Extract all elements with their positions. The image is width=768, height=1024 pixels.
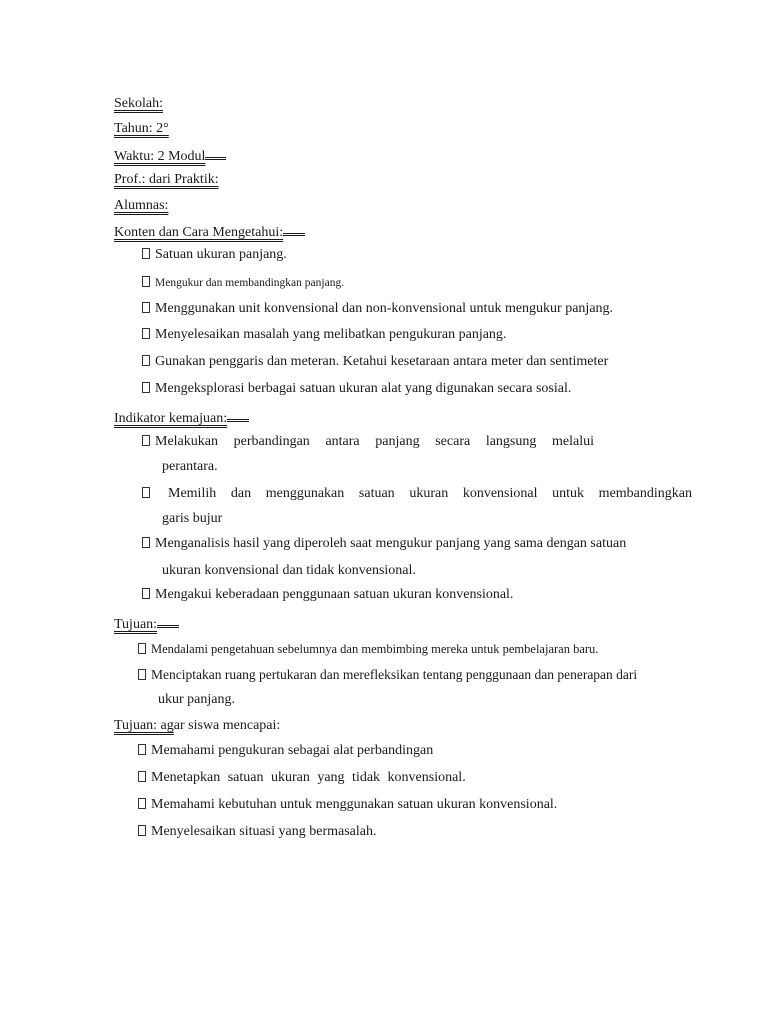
list-item: Menyelesaikan situasi yang bermasalah. [138,823,376,841]
list-item: Menciptakan ruang pertukaran dan merefleksikan tentang penggunaan dan penerapan dari [138,666,637,684]
list-item: Menganalisis hasil yang diperoleh saat mengukur panjang yang sama dengan satuan [142,535,626,553]
list-item: Menggunakan unit konvensional dan non-konvensional untuk mengukur panjang. [142,300,613,318]
list-item: Mengakui keberadaan penggunaan satuan ukuran konvensional. [142,586,513,604]
checkbox-icon [142,435,150,446]
checkbox-icon [142,248,150,259]
checkbox-icon [142,588,150,599]
checkbox-icon [138,669,146,680]
underline-tail [283,221,305,236]
underline-tail [205,145,226,160]
list-item: Menyelesaikan masalah yang melibatkan pengukuran panjang. [142,326,506,344]
list-item-continuation: ukur panjang. [158,692,235,707]
list-item: Memilih dan menggunakan satuan ukuran konvensional untuk membandingkan [142,485,692,503]
tujuan2-heading-rest: ar siswa mencapai: [173,718,281,733]
list-item-continuation: garis bujur [162,511,223,526]
list-item: Mengeksplorasi berbagai satuan ukuran alat yang digunakan secara sosial. [142,380,571,398]
prof-label: Prof.: dari Praktik: [114,172,219,187]
checkbox-icon [142,382,150,393]
tahun-label: Tahun: 2° [114,121,169,136]
underline-tail [227,407,249,422]
checkbox-icon [142,537,150,548]
list-item: Mendalami pengetahuan sebelumnya dan membimbing mereka untuk pembelajaran baru. [138,640,598,658]
checkbox-icon [138,798,146,809]
checkbox-icon [138,771,146,782]
checkbox-icon [138,643,146,654]
checkbox-icon [142,276,150,287]
checkbox-icon [142,302,150,313]
tujuan2-heading-line [114,717,280,735]
tujuan-heading: Tujuan: [114,617,158,632]
list-item: Melakukan perbandingan antara panjang secara langsung melalui [142,433,594,451]
indikator-heading: Indikator kemajuan: [114,411,228,426]
sekolah-label: Sekolah: [114,96,163,111]
list-item: Memahami kebutuhan untuk menggunakan satuan ukuran konvensional. [138,796,557,814]
checkbox-icon [138,825,146,836]
alumnas-label: Alumnas: [114,198,169,213]
list-item-continuation: ukuran konvensional dan tidak konvensional. [162,563,416,578]
checkbox-icon [142,487,150,498]
list-item: Satuan ukuran panjang. [142,246,287,264]
checkbox-icon [142,355,150,366]
list-item-continuation: perantara. [162,459,218,474]
tujuan2-heading-underlined: Tujuan: ag [114,718,174,733]
indikator-heading-line [114,407,249,428]
tujuan-heading-line [114,613,179,634]
list-item: Mengukur dan membandingkan panjang. [142,274,344,292]
konten-heading: Konten dan Cara Mengetahui: [114,225,284,240]
waktu-label: Waktu: 2 Modul [114,149,206,164]
list-item: Gunakan penggaris dan meteran. Ketahui kesetaraan antara meter dan sentimeter [142,353,608,371]
underline-tail [157,613,179,628]
checkbox-icon [142,328,150,339]
list-item: Menetapkan satuan ukuran yang tidak konvensional. [138,769,466,787]
list-item: Memahami pengukuran sebagai alat perbandingan [138,742,433,760]
waktu-line [114,145,226,166]
konten-heading-line [114,221,305,242]
checkbox-icon [138,744,146,755]
